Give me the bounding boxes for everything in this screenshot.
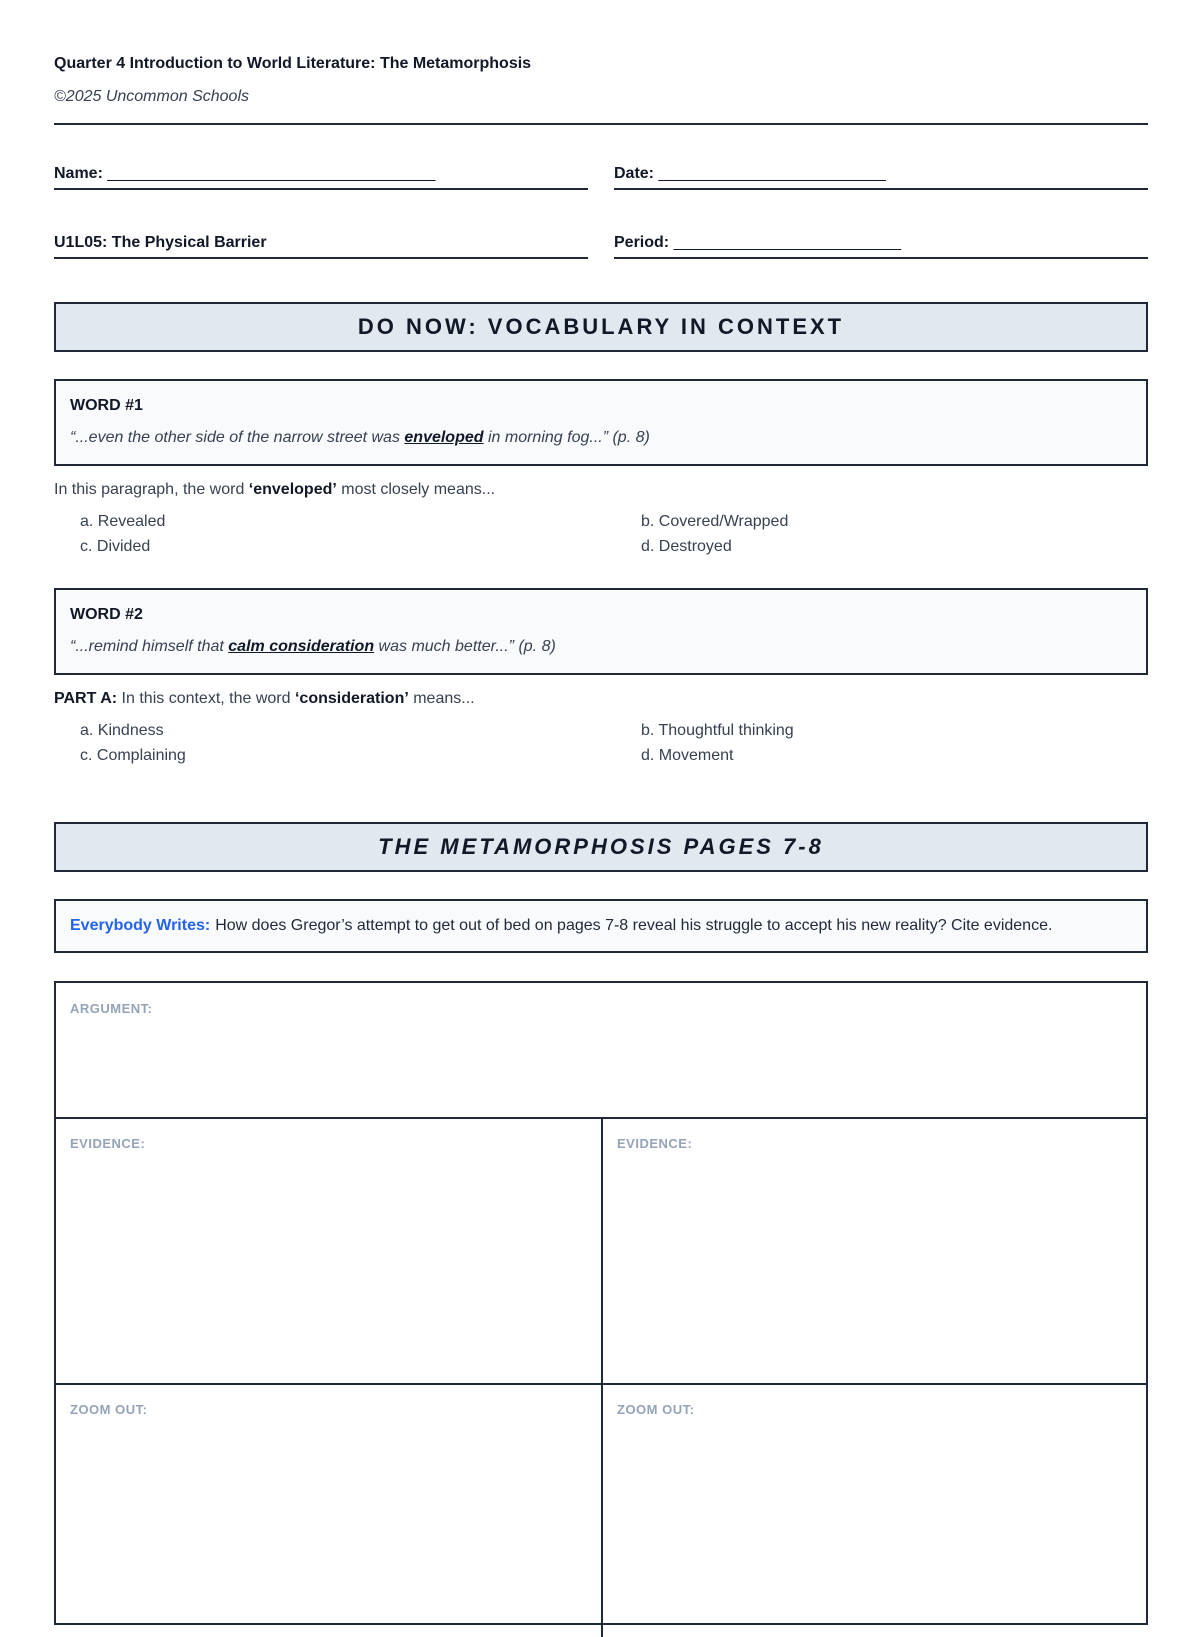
date-label: Date: (614, 165, 655, 182)
word1-quote-after: in morning fog...” (p. 8) (483, 429, 650, 446)
word1-question-before: In this paragraph, the word (54, 481, 249, 498)
name-blank[interactable]: _______________________________________ (107, 165, 435, 182)
column-divider (601, 1117, 603, 1637)
word1-label: WORD #1 (70, 397, 143, 414)
word1-vocab-word: enveloped (404, 429, 484, 446)
copyright-notice: ©2025 Uncommon Schools (54, 88, 249, 105)
date-blank[interactable]: ___________________________ (658, 165, 886, 182)
worksheet-title: Quarter 4 Introduction to World Literature: The Metamorphosis (54, 55, 532, 72)
word2-quote-after: was much better...” (p. 8) (374, 638, 556, 655)
everybody-writes-text: How does Gregor’s attempt to get out of bed on pages 7-8 reveal his struggle to accept his new reality? Cite evidence. (215, 917, 1053, 934)
lesson-title (54, 234, 588, 259)
word1-question (54, 481, 495, 499)
period-label: Period: (614, 234, 670, 251)
period-blank[interactable]: ___________________________ (673, 234, 901, 251)
word2-option-c[interactable]: c. Complaining (80, 747, 186, 764)
part-a-label: PART A: (54, 690, 118, 707)
word2-option-a[interactable]: a. Kindness (80, 722, 164, 739)
word1-quote (70, 429, 650, 447)
evidence-label-right: EVIDENCE: (617, 1136, 693, 1151)
header-divider (54, 123, 1148, 125)
word1-option-c[interactable]: c. Divided (80, 538, 151, 555)
everybody-writes-label: Everybody Writes: (70, 917, 211, 934)
zoom-out-label-left: ZOOM OUT: (70, 1402, 148, 1417)
evidence-label-left: EVIDENCE: (70, 1136, 146, 1151)
word1-question-after: most closely means... (336, 481, 496, 498)
period-field[interactable] (614, 234, 1148, 259)
date-field[interactable] (614, 165, 1148, 190)
word1-option-a[interactable]: a. Revealed (80, 513, 166, 530)
word1-option-b[interactable]: b. Covered/Wrapped (641, 513, 789, 530)
word2-option-d[interactable]: d. Movement (641, 747, 734, 764)
everybody-writes-prompt (54, 899, 1148, 953)
lesson-label: U1L05: The Physical Barrier (54, 234, 267, 251)
word1-question-word: ‘enveloped’ (248, 481, 337, 498)
word2-vocab-word: calm consideration (228, 638, 375, 655)
word2-question (54, 690, 475, 708)
do-now-heading: DO NOW: VOCABULARY IN CONTEXT (54, 302, 1148, 352)
word2-box (54, 588, 1148, 675)
word2-quote-before: “...remind himself that (70, 638, 229, 655)
reading-heading: THE METAMORPHOSIS PAGES 7-8 (54, 822, 1148, 872)
zoom-out-label-right: ZOOM OUT: (617, 1402, 695, 1417)
word2-question-word: ‘consideration’ (294, 690, 409, 707)
word1-quote-before: “...even the other side of the narrow street was (70, 429, 405, 446)
name-label: Name: (54, 165, 103, 182)
word1-option-d[interactable]: d. Destroyed (641, 538, 732, 555)
word2-option-b[interactable]: b. Thoughtful thinking (641, 722, 794, 739)
argument-label: ARGUMENT: (70, 1001, 153, 1016)
word2-question-before: In this context, the word (117, 690, 295, 707)
word1-box (54, 379, 1148, 466)
word2-quote (70, 638, 556, 656)
writing-organizer (54, 981, 1148, 1625)
name-field[interactable] (54, 165, 588, 190)
word2-label: WORD #2 (70, 606, 143, 623)
word2-question-after: means... (408, 690, 475, 707)
